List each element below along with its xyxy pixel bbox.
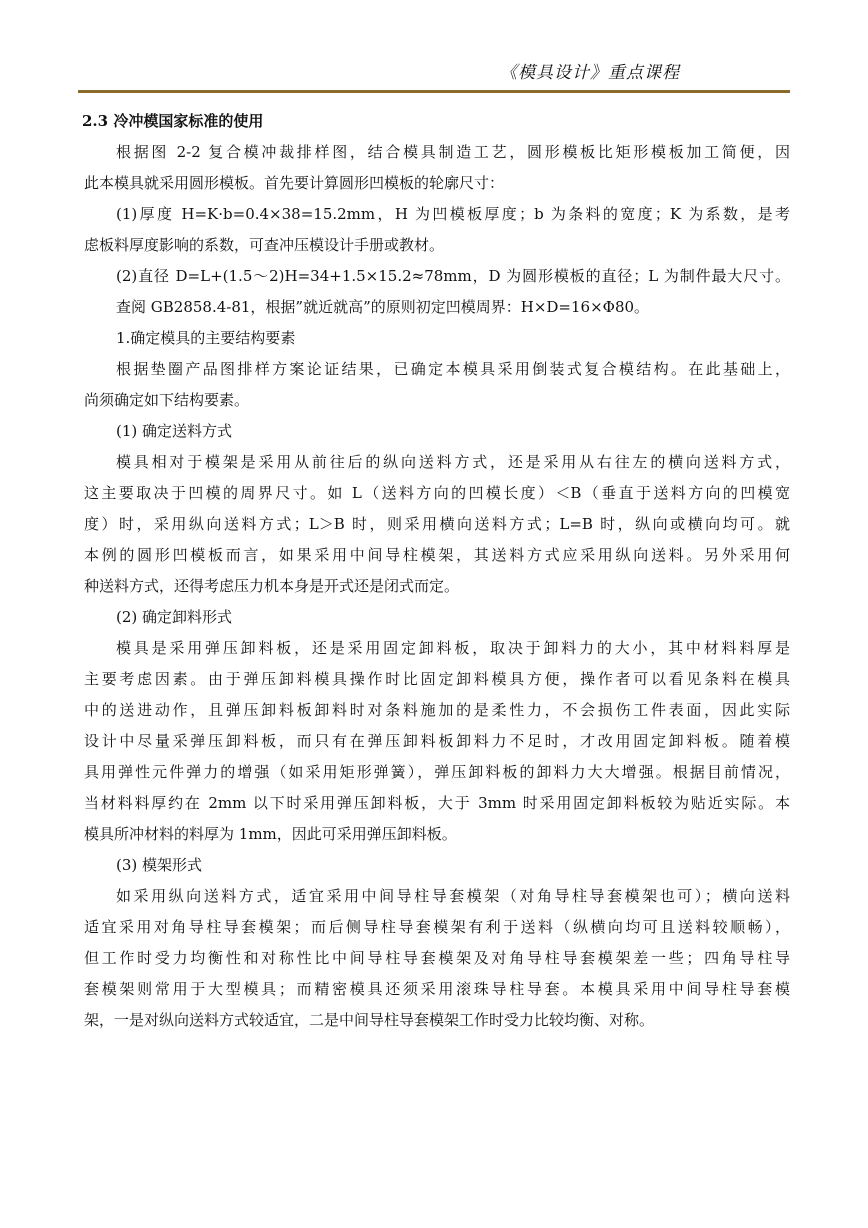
text-line: 架，一是对纵向送料方式较适宜，二是中间导柱导套模架工作时受力比较均衡、对称。 (84, 1011, 655, 1029)
text-line: 本例的圆形凹模板而言，如果采用中间导柱模架，其送料方式应采用纵向送料。另外采用何 (84, 546, 790, 564)
text-line: 主要考虑因素。由于弹压卸料模具操作时比固定卸料模具方便，操作者可以看见条料在模具 (84, 670, 790, 688)
text-line: 套模架则常用于大型模具；而精密模具还须采用滚珠导柱导套。本模具采用中间导柱导套模 (84, 980, 790, 998)
text-line: 虑板料厚度影响的系数，可查冲压模设计手册或教材。 (84, 236, 445, 254)
text-line: 1.确定模具的主要结构要素 (116, 329, 296, 347)
text-line: 具用弹性元件弹力的增强（如采用矩形弹簧），弹压卸料板的卸料力大大增强。根据目前情况， (84, 763, 790, 781)
text-line: (3) 模架形式 (116, 856, 203, 874)
text-line: 但工作时受力均衡性和对称性比中间导柱导套模架及对角导柱导套模架差一些；四角导柱导 (84, 949, 790, 967)
text-line: (2)直径 D=L+(1.5～2)H=34+1.5×15.2≈78mm，D 为圆形模板的直径；L 为制件最大尺寸。 (116, 267, 790, 285)
text-line: 这主要取决于凹模的周界尺寸。如 L（送料方向的凹模长度）＜B（垂直于送料方向的凹模宽 (84, 484, 790, 502)
text-line: 模具相对于模架是采用从前往后的纵向送料方式，还是采用从右往左的横向送料方式， (116, 453, 790, 471)
text-line: 种送料方式，还得考虑压力机本身是开式还是闭式而定。 (84, 577, 460, 595)
text-line: 设计中尽量采弹压卸料板，而只有在弹压卸料板卸料力不足时，才改用固定卸料板。随着模 (84, 732, 790, 750)
text-line: (1)厚度 H=K·b=0.4×38=15.2mm，H 为凹模板厚度；b 为条料的宽度；K 为系数，是考 (116, 205, 790, 223)
text-line: 尚须确定如下结构要素。 (84, 391, 250, 409)
text-line: 查阅 GB2858.4-81，根据”就近就高”的原则初定凹模周界：H×D=16×Φ80。 (116, 298, 650, 316)
text-line: 模具是采用弹压卸料板，还是采用固定卸料板，取决于卸料力的大小，其中材料料厚是 (116, 639, 790, 657)
text-line: 适宜采用对角导柱导套模架；而后侧导柱导套模架有利于送料（纵横向均可且送料较顺畅）， (84, 918, 790, 936)
text-line: 如采用纵向送料方式，适宜采用中间导柱导套模架（对角导柱导套模架也可）；横向送料 (116, 887, 790, 905)
text-line: (1) 确定送料方式 (116, 422, 233, 440)
section-heading: 2.3 冷冲模国家标准的使用 (82, 112, 264, 130)
text-line: 根据图 2-2 复合模冲裁排样图，结合模具制造工艺，圆形模板比矩形模板加工简便，因 (116, 143, 790, 161)
text-line: 此本模具就采用圆形模板。首先要计算圆形凹模板的轮廓尺寸： (84, 174, 505, 192)
header-divider (78, 90, 790, 93)
text-line: 模具所冲材料的料厚为 1mm，因此可采用弹压卸料板。 (84, 825, 457, 843)
text-line: 当材料料厚约在 2mm 以下时采用弹压卸料板，大于 3mm 时采用固定卸料板较为贴近实际。本 (84, 794, 790, 812)
running-header-title: 《模具设计》重点课程 (500, 63, 680, 83)
text-line: 根据垫圈产品图排样方案论证结果，已确定本模具采用倒装式复合模结构。在此基础上， (116, 360, 790, 378)
text-line: 度）时，采用纵向送料方式；L＞B 时，则采用横向送料方式；L=B 时，纵向或横向均可。就 (84, 515, 790, 533)
text-line: 中的送进动作，且弹压卸料板卸料时对条料施加的是柔性力，不会损伤工件表面，因此实际 (84, 701, 790, 719)
document-body (82, 106, 790, 1036)
text-line: (2) 确定卸料形式 (116, 608, 233, 626)
